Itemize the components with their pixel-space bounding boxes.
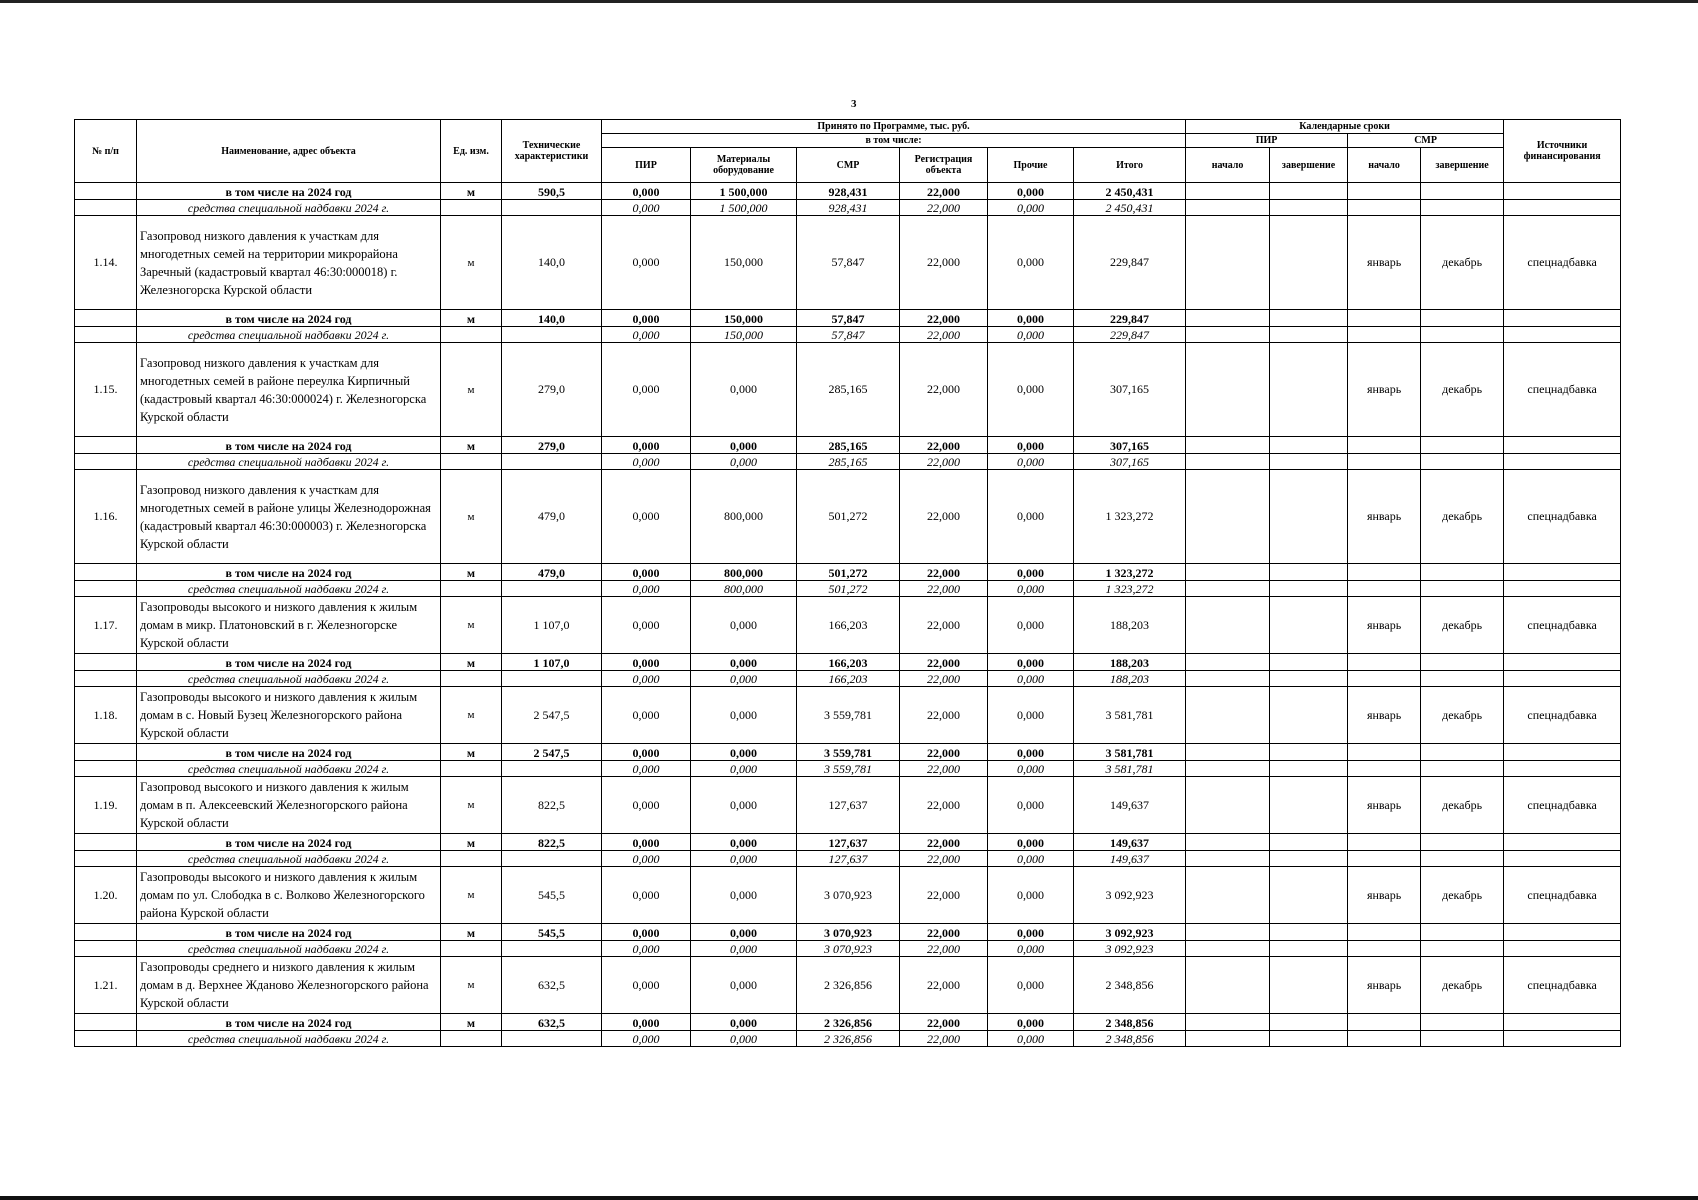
subtotal-pir: 0,000 <box>602 654 691 671</box>
special-materials: 1 500,000 <box>691 200 797 216</box>
object-total: 149,637 <box>1074 777 1186 834</box>
object-registration: 22,000 <box>900 216 988 310</box>
subtotal-unit: м <box>441 924 502 941</box>
header-smr-start: начало <box>1348 148 1421 183</box>
special-total: 2 450,431 <box>1074 200 1186 216</box>
special-label: средства специальной надбавки 2024 г. <box>137 200 441 216</box>
subtotal-tech: 1 107,0 <box>502 654 602 671</box>
special-registration: 22,000 <box>900 200 988 216</box>
special-total: 188,203 <box>1074 671 1186 687</box>
object-tech: 479,0 <box>502 470 602 564</box>
subtotal-tech: 822,5 <box>502 834 602 851</box>
object-smr: 501,272 <box>797 470 900 564</box>
subtotal-materials: 1 500,000 <box>691 183 797 200</box>
subtotal-total: 149,637 <box>1074 834 1186 851</box>
object-unit: м <box>441 470 502 564</box>
special-pir: 0,000 <box>602 200 691 216</box>
subtotal-total: 2 450,431 <box>1074 183 1186 200</box>
subtotal-unit: м <box>441 744 502 761</box>
subtotal-total: 307,165 <box>1074 437 1186 454</box>
table-row <box>75 343 1621 437</box>
header-pir-end: завершение <box>1270 148 1348 183</box>
subtotal-tech: 590,5 <box>502 183 602 200</box>
special-smr: 2 326,856 <box>797 1031 900 1047</box>
object-smr-start: январь <box>1348 777 1421 834</box>
table-row-subtotal <box>75 654 1621 671</box>
header-name: Наименование, адрес объекта <box>137 120 441 183</box>
object-source: спецнадбавка <box>1504 957 1621 1014</box>
object-unit: м <box>441 687 502 744</box>
subtotal-tech: 2 547,5 <box>502 744 602 761</box>
table-row-special <box>75 1031 1621 1047</box>
special-label: средства специальной надбавки 2024 г. <box>137 851 441 867</box>
object-tech: 822,5 <box>502 777 602 834</box>
object-registration: 22,000 <box>900 687 988 744</box>
subtotal-smr: 3 070,923 <box>797 924 900 941</box>
object-unit: м <box>441 343 502 437</box>
special-total: 2 348,856 <box>1074 1031 1186 1047</box>
special-pir: 0,000 <box>602 1031 691 1047</box>
header-cal-smr: СМР <box>1348 134 1504 148</box>
special-materials: 0,000 <box>691 671 797 687</box>
object-materials: 0,000 <box>691 867 797 924</box>
object-unit: м <box>441 957 502 1014</box>
header-total: Итого <box>1074 148 1186 183</box>
special-materials: 0,000 <box>691 851 797 867</box>
special-other: 0,000 <box>988 327 1074 343</box>
subtotal-smr: 57,847 <box>797 310 900 327</box>
row-number: 1.20. <box>75 867 137 924</box>
object-smr-end: декабрь <box>1421 597 1504 654</box>
subtotal-materials: 150,000 <box>691 310 797 327</box>
table-row <box>75 216 1621 310</box>
object-tech: 545,5 <box>502 867 602 924</box>
object-total: 188,203 <box>1074 597 1186 654</box>
special-other: 0,000 <box>988 581 1074 597</box>
object-pir: 0,000 <box>602 470 691 564</box>
object-other: 0,000 <box>988 687 1074 744</box>
header-pir: ПИР <box>602 148 691 183</box>
special-other: 0,000 <box>988 851 1074 867</box>
header-sources: Источники финансирования <box>1504 120 1621 183</box>
table-row-subtotal <box>75 834 1621 851</box>
object-other: 0,000 <box>988 957 1074 1014</box>
subtotal-pir: 0,000 <box>602 564 691 581</box>
special-total: 3 092,923 <box>1074 941 1186 957</box>
table-row-special <box>75 581 1621 597</box>
object-other: 0,000 <box>988 216 1074 310</box>
subtotal-smr: 166,203 <box>797 654 900 671</box>
object-registration: 22,000 <box>900 597 988 654</box>
subtotal-smr: 127,637 <box>797 834 900 851</box>
special-total: 3 581,781 <box>1074 761 1186 777</box>
subtotal-total: 1 323,272 <box>1074 564 1186 581</box>
table-row <box>75 687 1621 744</box>
subtotal-registration: 22,000 <box>900 437 988 454</box>
special-smr: 501,272 <box>797 581 900 597</box>
subtotal-other: 0,000 <box>988 924 1074 941</box>
object-smr-start: январь <box>1348 470 1421 564</box>
subtotal-registration: 22,000 <box>900 1014 988 1031</box>
table-body <box>75 183 1621 1047</box>
object-source: спецнадбавка <box>1504 687 1621 744</box>
object-tech: 140,0 <box>502 216 602 310</box>
object-other: 0,000 <box>988 867 1074 924</box>
subtotal-pir: 0,000 <box>602 834 691 851</box>
subtotal-registration: 22,000 <box>900 834 988 851</box>
special-smr: 127,637 <box>797 851 900 867</box>
subtotal-total: 188,203 <box>1074 654 1186 671</box>
object-unit: м <box>441 216 502 310</box>
object-materials: 0,000 <box>691 343 797 437</box>
special-total: 229,847 <box>1074 327 1186 343</box>
object-name: Газопровод низкого давления к участкам для многодетных семей на территории микрорайона Заречный (кадастровый квартал 46:30:000018) г. Железногорска Курской области <box>137 216 441 310</box>
special-pir: 0,000 <box>602 454 691 470</box>
object-smr-end: декабрь <box>1421 687 1504 744</box>
subtotal-unit: м <box>441 654 502 671</box>
subtotal-smr: 285,165 <box>797 437 900 454</box>
special-registration: 22,000 <box>900 454 988 470</box>
object-smr: 2 326,856 <box>797 957 900 1014</box>
object-tech: 632,5 <box>502 957 602 1014</box>
object-registration: 22,000 <box>900 957 988 1014</box>
object-materials: 0,000 <box>691 957 797 1014</box>
special-pir: 0,000 <box>602 327 691 343</box>
subtotal-tech: 479,0 <box>502 564 602 581</box>
special-registration: 22,000 <box>900 1031 988 1047</box>
subtotal-other: 0,000 <box>988 437 1074 454</box>
object-source: спецнадбавка <box>1504 867 1621 924</box>
header-pir-start: начало <box>1186 148 1270 183</box>
table-row <box>75 957 1621 1014</box>
special-registration: 22,000 <box>900 581 988 597</box>
object-smr: 57,847 <box>797 216 900 310</box>
subtotal-materials: 0,000 <box>691 654 797 671</box>
table-row-subtotal <box>75 310 1621 327</box>
object-source: спецнадбавка <box>1504 216 1621 310</box>
object-pir: 0,000 <box>602 687 691 744</box>
subtotal-unit: м <box>441 437 502 454</box>
subtotal-label: в том числе на 2024 год <box>137 834 441 851</box>
object-registration: 22,000 <box>900 343 988 437</box>
subtotal-total: 2 348,856 <box>1074 1014 1186 1031</box>
object-unit: м <box>441 597 502 654</box>
subtotal-pir: 0,000 <box>602 924 691 941</box>
special-other: 0,000 <box>988 761 1074 777</box>
special-other: 0,000 <box>988 454 1074 470</box>
object-other: 0,000 <box>988 597 1074 654</box>
table-row-special <box>75 851 1621 867</box>
special-materials: 0,000 <box>691 454 797 470</box>
object-smr-start: январь <box>1348 957 1421 1014</box>
header-cal-pir: ПИР <box>1186 134 1348 148</box>
subtotal-registration: 22,000 <box>900 744 988 761</box>
object-smr-start: январь <box>1348 687 1421 744</box>
subtotal-label: в том числе на 2024 год <box>137 310 441 327</box>
object-total: 229,847 <box>1074 216 1186 310</box>
table-row <box>75 867 1621 924</box>
header-accepted: Принято по Программе, тыс. руб. <box>602 120 1186 134</box>
object-materials: 0,000 <box>691 687 797 744</box>
object-total: 2 348,856 <box>1074 957 1186 1014</box>
subtotal-registration: 22,000 <box>900 924 988 941</box>
special-registration: 22,000 <box>900 671 988 687</box>
table-row <box>75 597 1621 654</box>
table-row-special <box>75 671 1621 687</box>
subtotal-unit: м <box>441 564 502 581</box>
object-name: Газопроводы высокого и низкого давления к жилым домам по ул. Слободка в с. Волково Железногорского района Курской области <box>137 867 441 924</box>
object-name: Газопровод низкого давления к участкам для многодетных семей в районе переулка Кирпичный (кадастровый квартал 46:30:000024) г. Железногорска Курской области <box>137 343 441 437</box>
object-total: 3 092,923 <box>1074 867 1186 924</box>
special-total: 307,165 <box>1074 454 1186 470</box>
object-name: Газопроводы высокого и низкого давления к жилым домам в с. Новый Бузец Железногорского района Курской области <box>137 687 441 744</box>
row-number: 1.15. <box>75 343 137 437</box>
object-other: 0,000 <box>988 470 1074 564</box>
special-other: 0,000 <box>988 941 1074 957</box>
special-total: 1 323,272 <box>1074 581 1186 597</box>
subtotal-smr: 501,272 <box>797 564 900 581</box>
object-total: 1 323,272 <box>1074 470 1186 564</box>
object-materials: 800,000 <box>691 470 797 564</box>
subtotal-materials: 0,000 <box>691 744 797 761</box>
special-materials: 0,000 <box>691 761 797 777</box>
object-tech: 1 107,0 <box>502 597 602 654</box>
subtotal-smr: 2 326,856 <box>797 1014 900 1031</box>
object-unit: м <box>441 867 502 924</box>
subtotal-other: 0,000 <box>988 744 1074 761</box>
table-row-special <box>75 941 1621 957</box>
row-number: 1.14. <box>75 216 137 310</box>
object-source: спецнадбавка <box>1504 777 1621 834</box>
subtotal-tech: 279,0 <box>502 437 602 454</box>
special-smr: 166,203 <box>797 671 900 687</box>
special-label: средства специальной надбавки 2024 г. <box>137 327 441 343</box>
object-other: 0,000 <box>988 777 1074 834</box>
object-tech: 279,0 <box>502 343 602 437</box>
table-row-subtotal <box>75 183 1621 200</box>
subtotal-registration: 22,000 <box>900 564 988 581</box>
subtotal-unit: м <box>441 183 502 200</box>
subtotal-total: 3 581,781 <box>1074 744 1186 761</box>
subtotal-registration: 22,000 <box>900 654 988 671</box>
subtotal-other: 0,000 <box>988 1014 1074 1031</box>
object-source: спецнадбавка <box>1504 597 1621 654</box>
special-registration: 22,000 <box>900 851 988 867</box>
subtotal-tech: 545,5 <box>502 924 602 941</box>
special-smr: 3 070,923 <box>797 941 900 957</box>
object-smr-start: январь <box>1348 343 1421 437</box>
subtotal-pir: 0,000 <box>602 183 691 200</box>
row-number: 1.17. <box>75 597 137 654</box>
object-name: Газопровод низкого давления к участкам для многодетных семей в районе улицы Железнодорожная (кадастровый квартал 46:30:000003) г. Железногорска Курской области <box>137 470 441 564</box>
special-smr: 3 559,781 <box>797 761 900 777</box>
special-label: средства специальной надбавки 2024 г. <box>137 671 441 687</box>
object-materials: 0,000 <box>691 597 797 654</box>
special-label: средства специальной надбавки 2024 г. <box>137 454 441 470</box>
special-smr: 928,431 <box>797 200 900 216</box>
subtotal-total: 3 092,923 <box>1074 924 1186 941</box>
object-registration: 22,000 <box>900 777 988 834</box>
object-tech: 2 547,5 <box>502 687 602 744</box>
special-smr: 285,165 <box>797 454 900 470</box>
subtotal-unit: м <box>441 834 502 851</box>
subtotal-other: 0,000 <box>988 834 1074 851</box>
subtotal-label: в том числе на 2024 год <box>137 183 441 200</box>
special-pir: 0,000 <box>602 941 691 957</box>
object-smr-start: январь <box>1348 597 1421 654</box>
object-total: 3 581,781 <box>1074 687 1186 744</box>
subtotal-label: в том числе на 2024 год <box>137 1014 441 1031</box>
subtotal-pir: 0,000 <box>602 744 691 761</box>
special-label: средства специальной надбавки 2024 г. <box>137 941 441 957</box>
header-other: Прочие <box>988 148 1074 183</box>
object-smr: 166,203 <box>797 597 900 654</box>
object-smr: 127,637 <box>797 777 900 834</box>
row-number: 1.19. <box>75 777 137 834</box>
subtotal-unit: м <box>441 310 502 327</box>
object-total: 307,165 <box>1074 343 1186 437</box>
subtotal-other: 0,000 <box>988 310 1074 327</box>
object-smr-end: декабрь <box>1421 343 1504 437</box>
table-row-subtotal <box>75 924 1621 941</box>
subtotal-materials: 800,000 <box>691 564 797 581</box>
table-row-subtotal <box>75 1014 1621 1031</box>
header-smr-end: завершение <box>1421 148 1504 183</box>
header-calendar: Календарные сроки <box>1186 120 1504 134</box>
scan-top-edge <box>0 0 1698 3</box>
object-name: Газопроводы высокого и низкого давления к жилым домам в микр. Платоновский в г. Железногорске Курской области <box>137 597 441 654</box>
subtotal-materials: 0,000 <box>691 437 797 454</box>
special-pir: 0,000 <box>602 761 691 777</box>
subtotal-smr: 928,431 <box>797 183 900 200</box>
special-other: 0,000 <box>988 1031 1074 1047</box>
subtotal-label: в том числе на 2024 год <box>137 437 441 454</box>
object-registration: 22,000 <box>900 867 988 924</box>
subtotal-pir: 0,000 <box>602 437 691 454</box>
special-registration: 22,000 <box>900 941 988 957</box>
object-smr-start: январь <box>1348 216 1421 310</box>
object-smr: 3 559,781 <box>797 687 900 744</box>
special-total: 149,637 <box>1074 851 1186 867</box>
special-materials: 800,000 <box>691 581 797 597</box>
subtotal-label: в том числе на 2024 год <box>137 924 441 941</box>
header-tech: Технические характеристики <box>502 120 602 183</box>
subtotal-unit: м <box>441 1014 502 1031</box>
subtotal-tech: 632,5 <box>502 1014 602 1031</box>
object-pir: 0,000 <box>602 957 691 1014</box>
special-other: 0,000 <box>988 671 1074 687</box>
table-row-special <box>75 761 1621 777</box>
subtotal-pir: 0,000 <box>602 310 691 327</box>
program-table <box>74 119 1621 1047</box>
special-materials: 0,000 <box>691 941 797 957</box>
special-materials: 0,000 <box>691 1031 797 1047</box>
special-materials: 150,000 <box>691 327 797 343</box>
special-smr: 57,847 <box>797 327 900 343</box>
subtotal-total: 229,847 <box>1074 310 1186 327</box>
object-unit: м <box>441 777 502 834</box>
special-label: средства специальной надбавки 2024 г. <box>137 581 441 597</box>
object-pir: 0,000 <box>602 777 691 834</box>
object-source: спецнадбавка <box>1504 343 1621 437</box>
object-smr: 3 070,923 <box>797 867 900 924</box>
special-pir: 0,000 <box>602 851 691 867</box>
subtotal-label: в том числе на 2024 год <box>137 744 441 761</box>
subtotal-other: 0,000 <box>988 564 1074 581</box>
table-row-subtotal <box>75 744 1621 761</box>
object-materials: 0,000 <box>691 777 797 834</box>
object-materials: 150,000 <box>691 216 797 310</box>
subtotal-other: 0,000 <box>988 654 1074 671</box>
header-registration: Регистрация объекта <box>900 148 988 183</box>
subtotal-other: 0,000 <box>988 183 1074 200</box>
row-number: 1.16. <box>75 470 137 564</box>
object-source: спецнадбавка <box>1504 470 1621 564</box>
object-smr-end: декабрь <box>1421 957 1504 1014</box>
object-registration: 22,000 <box>900 470 988 564</box>
header-num: № п/п <box>75 120 137 183</box>
special-label: средства специальной надбавки 2024 г. <box>137 1031 441 1047</box>
object-smr: 285,165 <box>797 343 900 437</box>
object-smr-end: декабрь <box>1421 867 1504 924</box>
object-pir: 0,000 <box>602 867 691 924</box>
subtotal-materials: 0,000 <box>691 1014 797 1031</box>
object-smr-end: декабрь <box>1421 470 1504 564</box>
object-pir: 0,000 <box>602 216 691 310</box>
object-name: Газопровод высокого и низкого давления к жилым домам в п. Алексеевский Железногорского района Курской области <box>137 777 441 834</box>
subtotal-tech: 140,0 <box>502 310 602 327</box>
header-materials: Материалы оборудование <box>691 148 797 183</box>
table-row-subtotal <box>75 437 1621 454</box>
subtotal-materials: 0,000 <box>691 924 797 941</box>
table-row <box>75 777 1621 834</box>
row-number: 1.18. <box>75 687 137 744</box>
header-unit: Ед. изм. <box>441 120 502 183</box>
table-row <box>75 470 1621 564</box>
special-other: 0,000 <box>988 200 1074 216</box>
special-registration: 22,000 <box>900 761 988 777</box>
object-smr-end: декабрь <box>1421 777 1504 834</box>
subtotal-label: в том числе на 2024 год <box>137 564 441 581</box>
special-pir: 0,000 <box>602 581 691 597</box>
subtotal-label: в том числе на 2024 год <box>137 654 441 671</box>
header-smr: СМР <box>797 148 900 183</box>
table-row-subtotal <box>75 564 1621 581</box>
object-smr-end: декабрь <box>1421 216 1504 310</box>
table-row-special <box>75 327 1621 343</box>
object-name: Газопроводы среднего и низкого давления к жилым домам в д. Верхнее Жданово Железногорского района Курской области <box>137 957 441 1014</box>
subtotal-materials: 0,000 <box>691 834 797 851</box>
subtotal-registration: 22,000 <box>900 183 988 200</box>
object-pir: 0,000 <box>602 597 691 654</box>
subtotal-registration: 22,000 <box>900 310 988 327</box>
table-row-special <box>75 454 1621 470</box>
special-registration: 22,000 <box>900 327 988 343</box>
scan-bottom-edge <box>0 1196 1698 1200</box>
header-including: в том числе: <box>602 134 1186 148</box>
page-number: 3 <box>851 98 857 110</box>
special-label: средства специальной надбавки 2024 г. <box>137 761 441 777</box>
object-smr-start: январь <box>1348 867 1421 924</box>
special-pir: 0,000 <box>602 671 691 687</box>
row-number: 1.21. <box>75 957 137 1014</box>
object-pir: 0,000 <box>602 343 691 437</box>
table-row-special <box>75 200 1621 216</box>
object-other: 0,000 <box>988 343 1074 437</box>
subtotal-pir: 0,000 <box>602 1014 691 1031</box>
subtotal-smr: 3 559,781 <box>797 744 900 761</box>
